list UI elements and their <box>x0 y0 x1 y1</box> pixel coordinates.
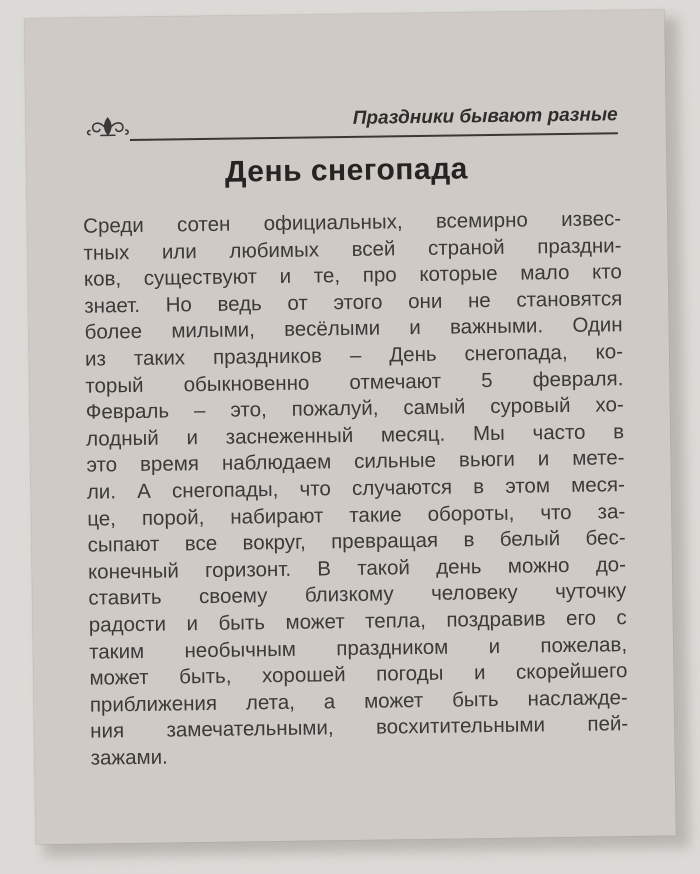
article-line: из таких праздников – День снегопада, ко- <box>84 340 624 371</box>
article-line: более милыми, весёлыми и важными. Один <box>84 313 623 345</box>
article-line: это время наблюдаем сильные вьюги и мете- <box>86 446 625 478</box>
article-line: радости и быть может тепла, поздравив его с <box>88 606 627 637</box>
section-header <box>86 104 618 143</box>
article-line: может быть, хорошей погоды и скорейшего <box>89 659 628 690</box>
article-line: конечный горизонт. В такой день можно до- <box>87 552 627 584</box>
article-line: приближения лета, а может быть наслажде- <box>89 685 628 717</box>
article-line: таким необычным праздником и пожелав, <box>88 632 628 664</box>
article-line: Среди сотен официальных, всемирно извес- <box>83 207 622 238</box>
article-line: торый обыкновенно отмечают 5 февраля. <box>85 366 624 398</box>
article-line: лодный и заснеженный месяц. Мы часто в <box>85 419 625 451</box>
article-line: ставить своему близкому человеку чуточку <box>88 579 627 610</box>
article-line: сыпают все вокруг, превращая в белый бес- <box>87 526 626 557</box>
article-line: Февраль – это, пожалуй, самый суровый хо- <box>85 393 624 424</box>
article-line: ков, существуют и те, про которые мало кто <box>83 260 623 291</box>
header-rule <box>130 132 618 141</box>
article-line: тных или любимых всей страной праздни- <box>83 233 622 265</box>
article-line: знает. Но ведь от этого они не становятся <box>84 286 623 318</box>
article-line: це, порой, набирают такие обороты, что за- <box>87 499 626 531</box>
newspaper-clipping <box>24 10 675 845</box>
article-body <box>83 206 629 772</box>
article-line: зажами. <box>90 745 168 770</box>
article-line: ния замечательными, восхитительными пей- <box>90 712 629 743</box>
section-heading: Праздники бывают разные <box>352 104 618 129</box>
article-line: ли. А снегопады, что случаются в этом меся- <box>86 473 625 504</box>
fleur-de-lis-ornament-icon <box>86 114 130 141</box>
article-title: День снегопада <box>224 152 469 189</box>
